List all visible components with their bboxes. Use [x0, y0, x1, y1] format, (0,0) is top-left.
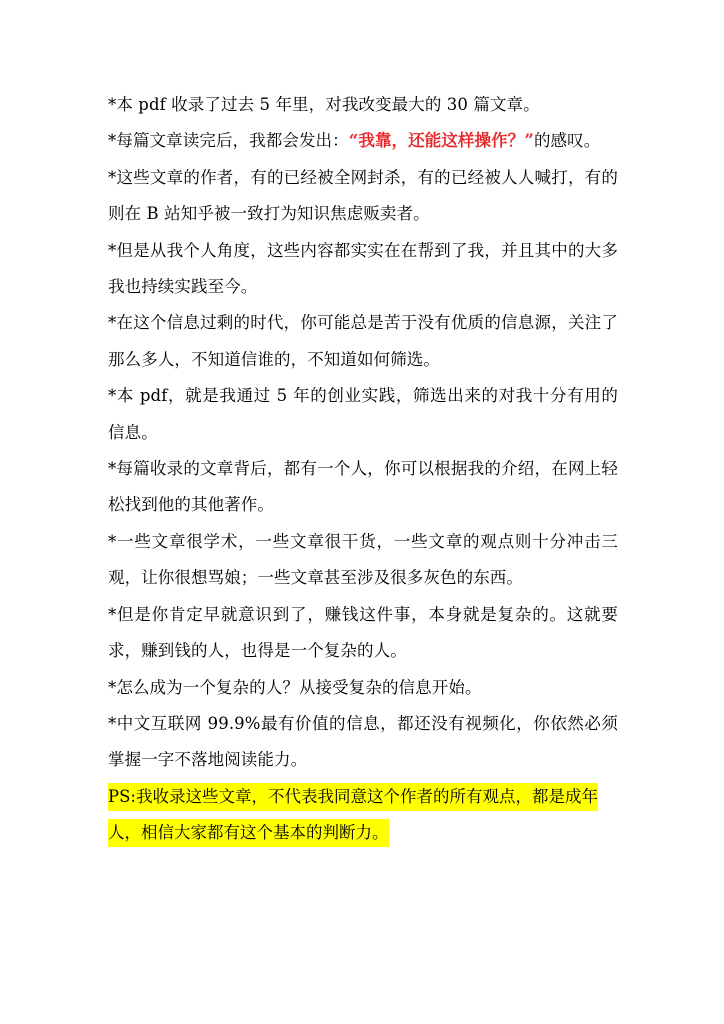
paragraph-2-lead: *每篇文章读完后，我都会发出： [108, 131, 349, 151]
ps-highlight: PS:我收录这些文章，不代表我同意这个作者的所有观点，都是成年人，相信大家都有这个基本的判断力。 [108, 783, 598, 847]
emphasis-quote: “我靠，还能这样操作？” [348, 131, 534, 151]
paragraph-2 [108, 123, 618, 159]
paragraph-5: *在这个信息过剩的时代，你可能总是苦于没有优质的信息源，关注了那么多人，不知道信谁的，不知道如何筛选。 [108, 313, 618, 369]
paragraph-2-tail: 的感叹。 [533, 131, 601, 151]
paragraph-1: *本 pdf 收录了过去 5 年里，对我改变最大的 30 篇文章。 [108, 95, 540, 114]
paragraph-6: *本 pdf，就是我通过 5 年的创业实践，筛选出来的对我十分有用的信息。 [108, 386, 618, 442]
paragraph-10: *怎么成为一个复杂的人？从接受复杂的信息开始。 [108, 677, 482, 697]
paragraph-4: *但是从我个人角度，这些内容都实实在在帮到了我，并且其中的大多我也持续实践至今。 [108, 240, 618, 297]
paragraph-3: *这些文章的作者，有的已经被全网封杀，有的已经被人人喊打，有的则在 B 站知乎被一致打为知识焦虑贩卖者。 [108, 167, 618, 224]
ps-note [108, 779, 618, 852]
paragraph-8: *一些文章很学术，一些文章很干货，一些文章的观点则十分冲击三观，让你很想骂娘；一些文章甚至涉及很多灰色的东西。 [108, 531, 618, 588]
paragraph-9: *但是你肯定早就意识到了，赚钱这件事，本身就是复杂的。这就要求，赚到钱的人，也得是一个复杂的人。 [108, 604, 618, 661]
document-body [108, 87, 618, 852]
paragraph-11: *中文互联网 99.9%最有价值的信息，都还没有视频化，你依然必须掌握一字不落地阅读能力。 [108, 713, 618, 770]
paragraph-7: *每篇收录的文章背后，都有一个人，你可以根据我的介绍，在网上轻松找到他的其他著作。 [108, 459, 618, 515]
